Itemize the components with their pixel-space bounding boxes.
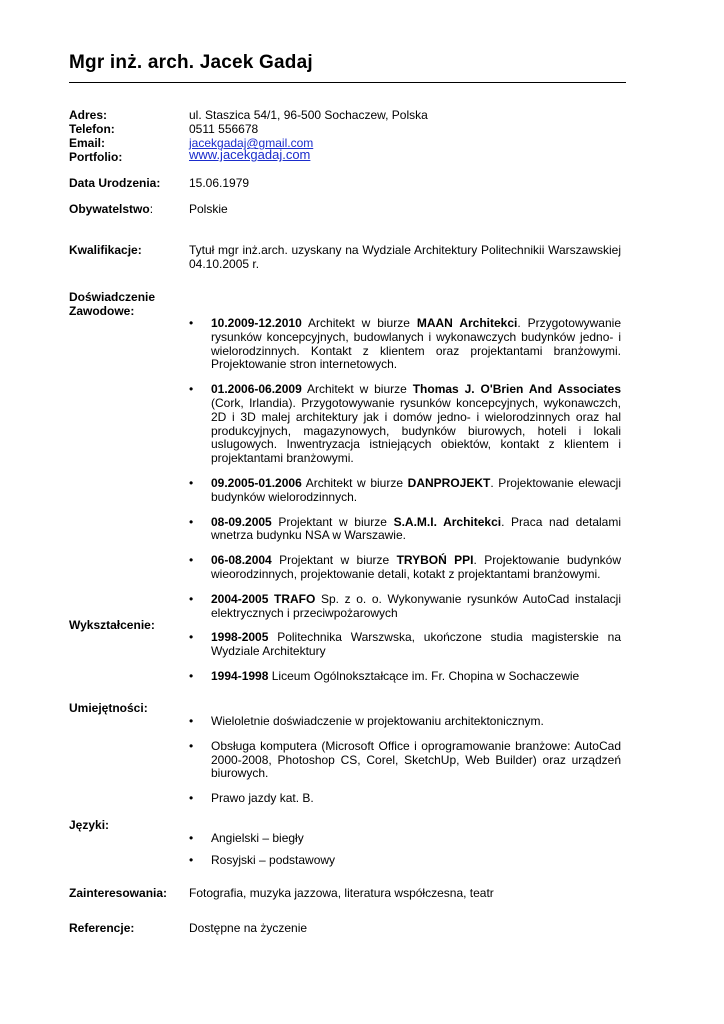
bullet-icon: • <box>189 831 194 845</box>
education-label: Wykształcenie: <box>69 618 155 632</box>
interests-label: Zainteresowania: <box>69 886 168 900</box>
bullet-icon: • <box>189 668 194 683</box>
languages-list <box>189 832 621 868</box>
citizenship-label-text: Obywatelstwo <box>69 202 150 216</box>
bullet-icon: • <box>189 591 194 606</box>
bullet-icon: • <box>189 553 194 568</box>
portfolio-label: Portfolio: <box>69 150 123 164</box>
education-item: • 1994-1998 Liceum Ogólnokształcące im. Fr. Chopina w Sochaczewie <box>189 668 580 683</box>
experience-item: • 09.2005-01.2006 Architekt w biurze DANPROJEKT. Projektowanie elewacji budynków wielorodzinnych. <box>189 475 621 504</box>
qualifications-label: Kwalifikacje: <box>69 243 142 257</box>
citizenship-value: Polskie <box>189 202 228 216</box>
address-label: Adres: <box>69 108 108 122</box>
experience-item: • 06-08.2004 Projektant w biurze TRYBOŃ PPI. Projektowanie budynków wieorodzinnych, projektowanie detali, kotakt z projektantami branżowymi. <box>189 553 621 581</box>
experience-item: • 01.2006-06.2009 Architekt w biurze Thomas J. O'Brien And Associates (Cork, Irlandia). Przygotowywanie rysunków koncepcyjnych, wykonawczch, 2D i 3D malej architektury jak i domów jedno- i wielorodzinnych oraz hal produkcyjnych, magazynowych, budynków biurowych, hoteli i lokali uslugowych. Inwentryzacja istniejących obiektów, kontakt z klientem i projektantami branżowymi. <box>189 382 621 466</box>
bullet-icon: • <box>189 738 194 753</box>
bullet-icon: • <box>189 382 194 397</box>
experience-label-line1: Doświadczenie <box>69 290 156 304</box>
skills-list <box>189 715 621 806</box>
education-item: • 1998-2005 Politechnika Warszwska, ukończone studia magisterskie na Wydziale Architektury <box>189 630 621 658</box>
portfolio-link[interactable]: www.jacekgadaj.com <box>189 147 311 162</box>
skill-item: • Wieloletnie doświadczenie w projektowaniu architektonicznym. <box>189 714 544 728</box>
bullet-icon: • <box>189 791 194 806</box>
bullet-icon: • <box>189 630 194 644</box>
language-item: • Angielski – biegły <box>189 831 304 845</box>
citizenship-label <box>69 202 153 216</box>
skill-item: • Prawo jazdy kat. B. <box>189 791 314 806</box>
address-value: ul. Staszica 54/1, 96-500 Sochaczew, Polska <box>189 108 428 122</box>
experience-item: • 08-09.2005 Projektant w biurze S.A.M.I. Architekci. Praca nad detalami wnetrza budynku NSA w Warszawie. <box>189 514 622 543</box>
languages-label: Języki: <box>69 818 110 832</box>
bullet-icon: • <box>189 316 194 330</box>
bullet-icon: • <box>189 714 194 728</box>
experience-item: • 2004-2005 TRAFO Sp. z o. o. Wykonywanie rysunków AutoCad instalacji elektrycznych i przeciwpożarowych <box>189 591 621 620</box>
bullet-icon: • <box>189 475 194 490</box>
birth-label: Data Urodzenia: <box>69 176 161 190</box>
citizenship-label-colon: : <box>149 202 154 216</box>
interests-value: Fotografia, muzyka jazzowa, literatura współczesna, teatr <box>189 886 494 900</box>
experience-item: • 10.2009-12.2010 Architekt w biurze MAAN Architekci. Przygotowywanie rysunków koncepcyjnych, budowlanych i wykonawczych budynków jedno- i wielorodzinnych. Kontakt z klientem oraz projektantami branżowymi. Projektowanie stron internetowych. <box>189 316 621 372</box>
references-label: Referencje: <box>69 921 135 935</box>
email-link[interactable]: jacekgadaj@gmail.com <box>189 136 314 150</box>
experience-list <box>189 317 621 620</box>
bullet-icon: • <box>189 852 194 867</box>
phone-label: Telefon: <box>69 122 115 136</box>
cv-name-heading: Mgr inż. arch. Jacek Gadaj <box>69 52 313 73</box>
qualifications-value: Tytuł mgr inż.arch. uzyskany na Wydziale Architektury Politechnikii Warszawskiej 04.10.2005 r. <box>189 243 621 271</box>
bullet-icon: • <box>189 514 194 529</box>
education-list <box>189 631 621 683</box>
heading-divider <box>69 82 626 83</box>
language-item: • Rosyjski – podstawowy <box>189 852 336 867</box>
skill-item: • Obsługa komputera (Microsoft Office i oprogramowanie branżowe: AutoCad 2000-2008, Photoshop CS, Corel, SketchUp, Web Builder) oraz urządzeń biurowych. <box>189 738 621 781</box>
experience-label-line2: Zawodowe: <box>69 304 135 318</box>
experience-label <box>69 290 155 318</box>
birth-value: 15.06.1979 <box>189 176 250 190</box>
references-value: Dostępne na życzenie <box>189 921 308 935</box>
email-label: Email: <box>69 136 106 150</box>
skills-label: Umiejętności: <box>69 701 148 715</box>
phone-value: 0511 556678 <box>189 122 259 136</box>
